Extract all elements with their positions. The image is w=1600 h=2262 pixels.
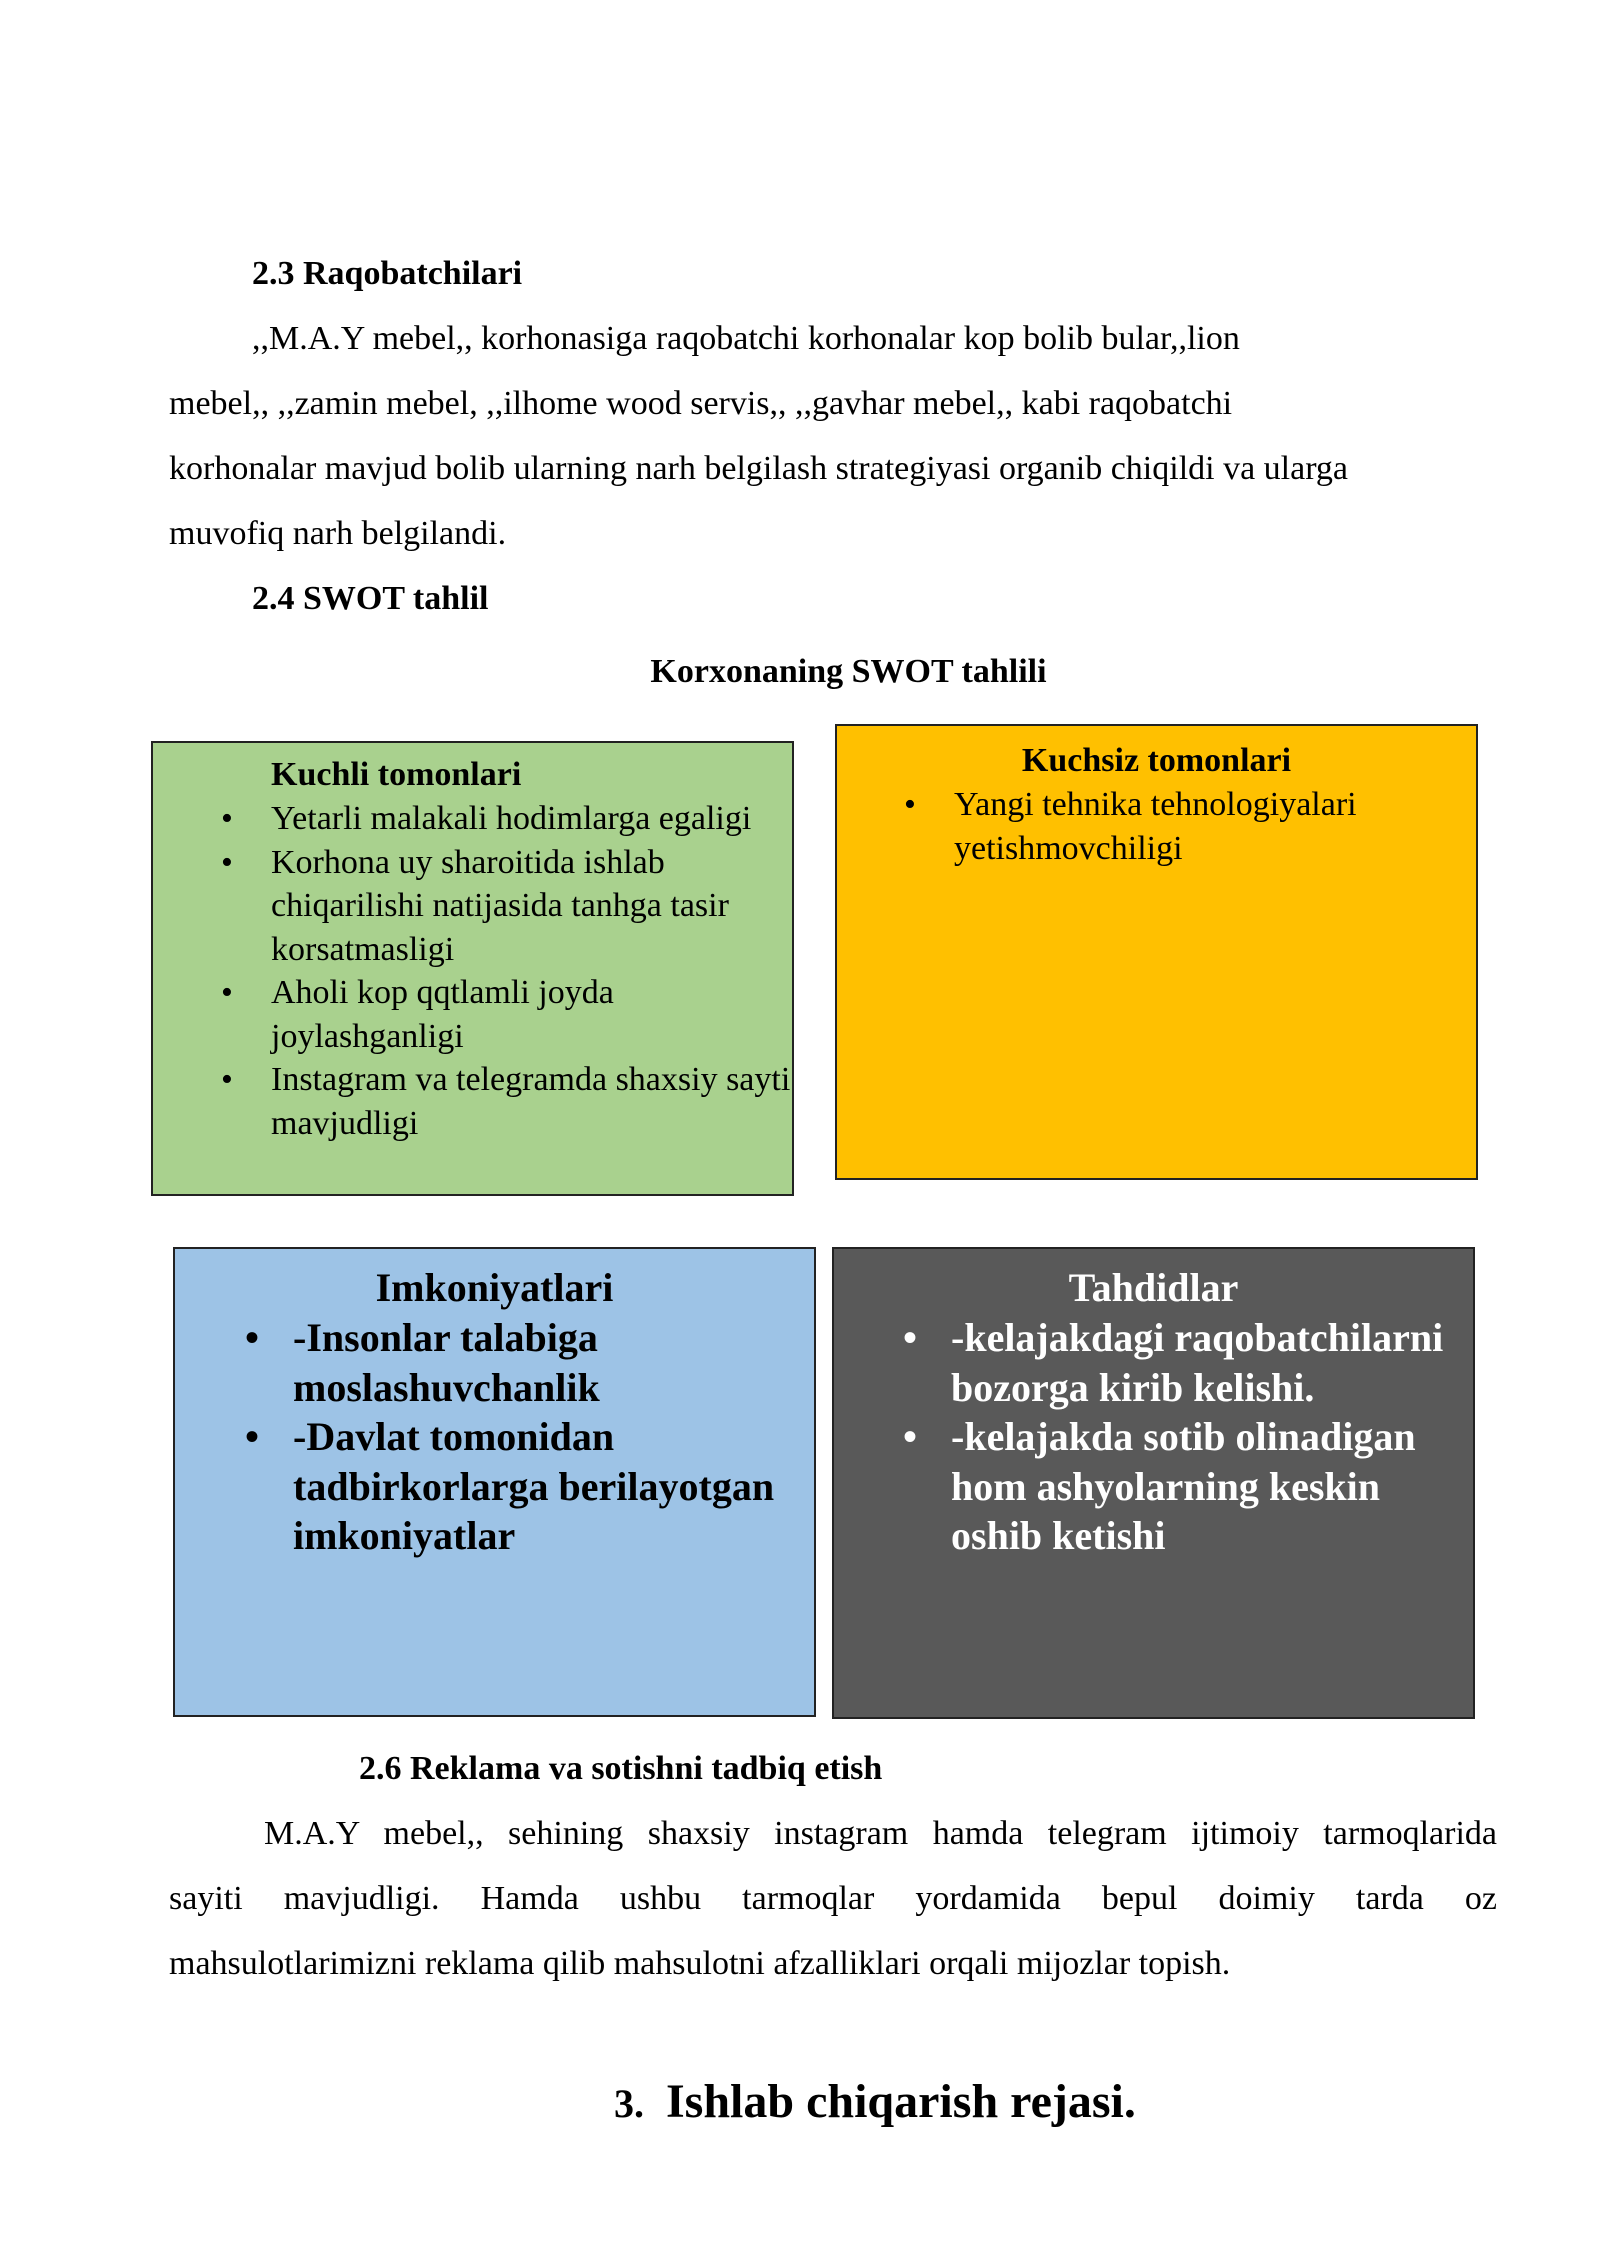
list-item: • -Davlat tomonidan tadbirkorlarga berilayotgan imkoniyatlar [293,1412,814,1561]
list-item: • Yetarli malakali hodimlarga egaligi [271,797,792,841]
section-3-heading [614,2074,1136,2132]
list-item: • Aholi kop qqtlamli joyda joylashganligi [271,971,792,1058]
section-2-6-heading: 2.6 Reklama va sotishni tadbiq etish [359,1750,883,1787]
swot-strengths-title: Kuchli tomonlari [271,756,522,793]
list-item: • Yangi tehnika tehnologiyalari yetishmovchiligi [954,783,1476,870]
paragraph-line: korhonalar mavjud bolib ularning narh belgilash strategiyasi organib chiqildi va ularga [169,450,1349,487]
section-3-title: Ishlab chiqarish rejasi. [666,2075,1136,2128]
paragraph-line: mebel,, ,,zamin mebel, ,,ilhome wood servis,, ,,gavhar mebel,, kabi raqobatchi [169,385,1233,422]
paragraph-line: sayiti mavjudligi. Hamda ushbu tarmoqlar yordamida bepul doimiy tarda oz [169,1880,1497,1917]
paragraph-line: ,,M.A.Y mebel,, korhonasiga raqobatchi korhonalar kop bolib bular,,lion [252,320,1240,357]
swot-strengths-box [151,741,794,1196]
swot-weaknesses-box [835,724,1478,1180]
paragraph-line: muvofiq narh belgilandi. [169,515,507,552]
swot-opportunities-title: Imkoniyatlari [375,1265,614,1310]
section-2-6-paragraph [169,1801,1497,2001]
swot-weaknesses-title: Kuchsiz tomonlari [1021,742,1292,779]
paragraph-line: M.A.Y mebel,, sehining shaxsiy instagram hamda telegram ijtimoiy tarmoqlarida [264,1815,1497,1852]
swot-opportunities-list [175,1313,814,1561]
section-3-number: 3. [614,2081,644,2126]
swot-weaknesses-list [837,783,1476,870]
list-item: • -kelajakda sotib olinadigan hom ashyolarning keskin oshib ketishi [951,1412,1473,1561]
section-2-3-paragraph [169,306,1479,566]
swot-opportunities-box [173,1247,816,1717]
swot-threats-list [834,1313,1473,1561]
paragraph-line: mahsulotlarimizni reklama qilib mahsulotni afzalliklari orqali mijozlar topish. [169,1945,1231,1982]
swot-threats-box [832,1247,1475,1719]
swot-strengths-list [153,797,792,1145]
list-item: • -Insonlar talabiga moslashuvchanlik [293,1313,814,1412]
list-item: • -kelajakdagi raqobatchilarni bozorga kirib kelishi. [951,1313,1473,1412]
list-item: • Korhona uy sharoitida ishlab chiqarilishi natijasida tanhga tasir korsatmasligi [271,841,792,972]
list-item: • Instagram va telegramda shaxsiy sayti mavjudligi [271,1058,792,1145]
swot-caption: Korxonaning SWOT tahlili [650,653,1047,690]
swot-threats-title: Tahdidlar [1068,1265,1239,1310]
section-2-4-heading: 2.4 SWOT tahlil [252,580,489,617]
section-2-3-heading: 2.3 Raqobatchilari [252,255,523,292]
